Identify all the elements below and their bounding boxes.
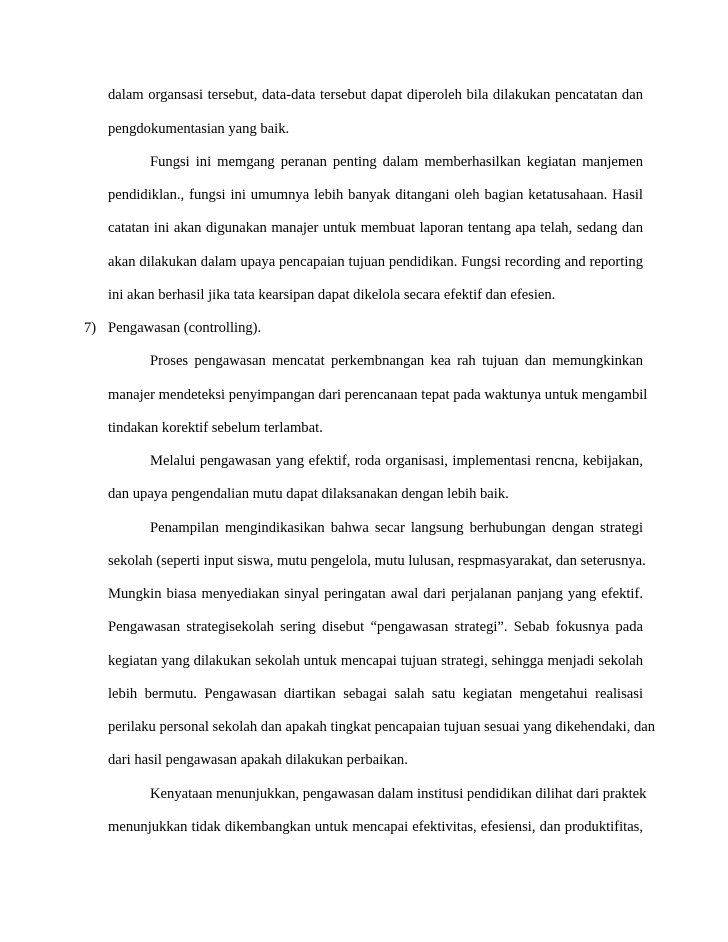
list-number: 7) [84, 320, 97, 336]
text-line: lebih bermutu. Pengawasan diartikan sebagai salah satu kegiatan mengetahui realisasi [108, 686, 643, 702]
text-line: dalam organsasi tersebut, data-data tersebut dapat diperoleh bila dilakukan pencatatan dan [108, 87, 643, 103]
text-line: perilaku personal sekolah dan apakah tingkat pencapaian tujuan sesuai yang dikehendaki, dan [108, 719, 656, 735]
text-line: pendidiklan., fungsi ini umumnya lebih banyak ditangani oleh bagian ketatusahaan. Hasil [108, 187, 643, 203]
text-line: Penampilan mengindikasikan bahwa secar langsung berhubungan dengan strategi [150, 520, 643, 536]
section-heading: Pengawasan (controlling). [108, 320, 262, 336]
text-line: catatan ini akan digunakan manajer untuk membuat laporan tentang apa telah, sedang dan [108, 220, 643, 236]
text-line: dari hasil pengawasan apakah dilakukan perbaikan. [108, 752, 408, 768]
text-line: sekolah (seperti input siswa, mutu pengelola, mutu lulusan, respmasyarakat, dan seterusnya. [108, 553, 646, 569]
text-line: Proses pengawasan mencatat perkembnangan kea rah tujuan dan memungkinkan [150, 353, 643, 369]
text-line: kegiatan yang dilakukan sekolah untuk mencapai tujuan strategi, sehingga menjadi sekolah [108, 653, 643, 669]
text-line: dan upaya pengendalian mutu dapat dilaksanakan dengan lebih baik. [108, 486, 509, 502]
text-line: Pengawasan strategisekolah sering disebut “pengawasan strategi”. Sebab fokusnya pada [108, 619, 643, 635]
text-line: tindakan korektif sebelum terlambat. [108, 420, 323, 436]
text-line: Melalui pengawasan yang efektif, roda organisasi, implementasi rencna, kebijakan, [150, 453, 643, 469]
text-line: Kenyataan menunjukkan, pengawasan dalam institusi pendidikan dilihat dari praktek [150, 786, 647, 802]
text-line: akan dilakukan dalam upaya pencapaian tujuan pendidikan. Fungsi recording and reporting [108, 254, 643, 270]
text-line: Fungsi ini memgang peranan penting dalam memberhasilkan kegiatan manjemen [150, 154, 643, 170]
text-line: ini akan berhasil jika tata kearsipan dapat dikelola secara efektif dan efesien. [108, 287, 556, 303]
text-line: pengdokumentasian yang baik. [108, 121, 290, 137]
text-line: Mungkin biasa menyediakan sinyal peringatan awal dari perjalanan panjang yang efektif. [108, 586, 643, 602]
text-line: menunjukkan tidak dikembangkan untuk mencapai efektivitas, efesiensi, dan produktifitas, [108, 819, 643, 835]
text-line: manajer mendeteksi penyimpangan dari perencanaan tepat pada waktunya untuk mengambil [108, 387, 648, 403]
